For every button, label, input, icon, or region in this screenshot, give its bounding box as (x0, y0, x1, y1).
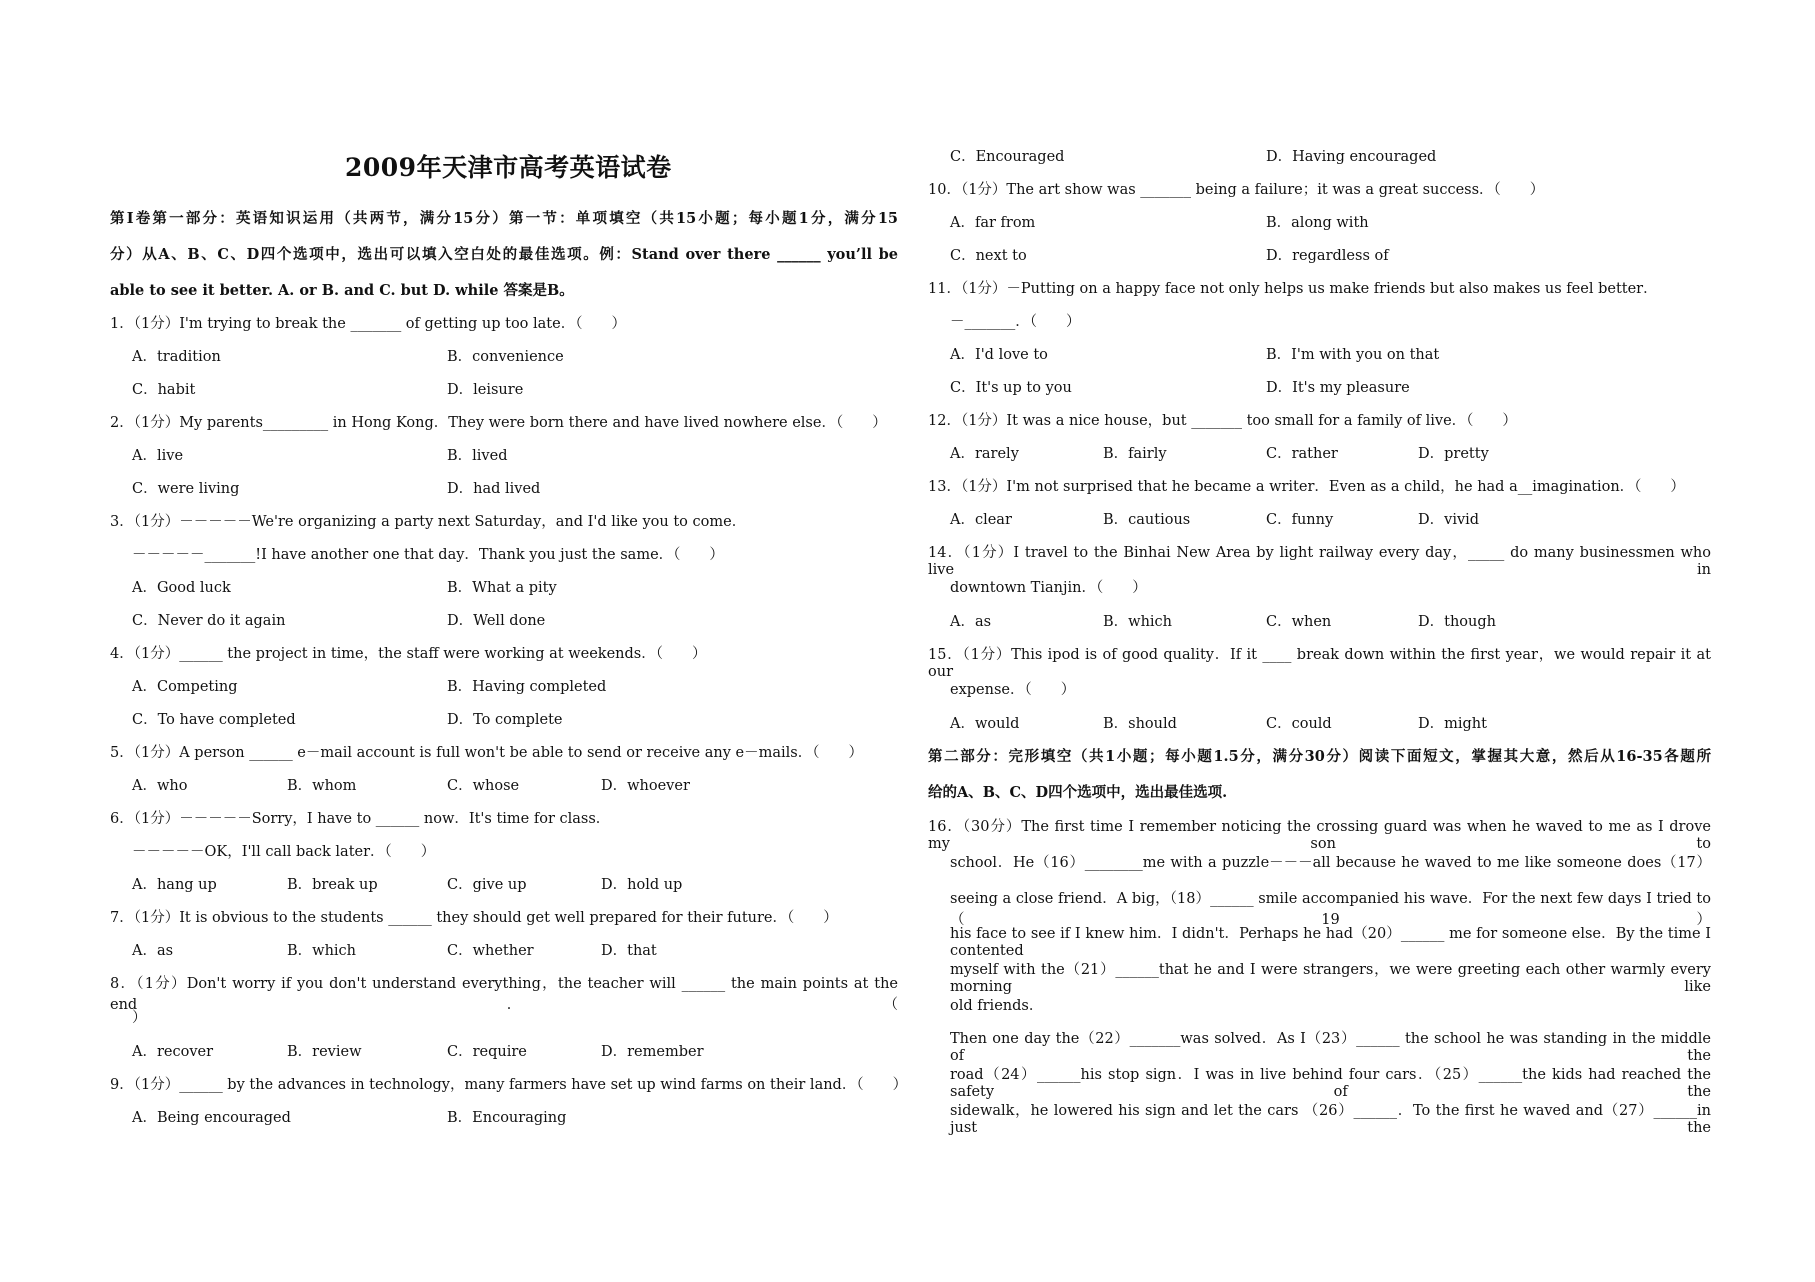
question-9-option-a[interactable]: A．Being encouraged (132, 1110, 291, 1126)
question-2-option-d[interactable]: D．had lived (447, 481, 541, 497)
passage-line-7: Then one day the（22）_______was solved．As I（23）______ the school he was standing in the middle of the (950, 1031, 1711, 1064)
question-7-option-a[interactable]: A．as (132, 943, 174, 959)
question-3-option-d[interactable]: D．Well done (447, 613, 546, 629)
question-14-option-b[interactable]: B．which (1103, 614, 1173, 630)
question-8-option-a[interactable]: A．recover (132, 1044, 214, 1060)
question-12-option-a[interactable]: A．rarely (950, 446, 1019, 462)
question-7-option-b[interactable]: B．which (287, 943, 357, 959)
question-9-stem: 9．（1分）______ by the advances in technology，many farmers have set up wind farms on their land．（ ） (110, 1077, 908, 1093)
question-4-option-d[interactable]: D．To complete (447, 712, 563, 728)
question-6-option-d[interactable]: D．hold up (601, 877, 683, 893)
question-6-stem-line2: －－－－－OK，I'll call back later．（ ） (132, 844, 436, 860)
question-2-option-b[interactable]: B．lived (447, 448, 508, 464)
question-7-stem: 7．（1分）It is obvious to the students ______ they should get well prepared for their future．（ ） (110, 910, 838, 926)
question-2-option-a[interactable]: A．live (132, 448, 184, 464)
question-11-option-a[interactable]: A．I'd love to (950, 347, 1048, 363)
question-5-stem: 5．（1分）A person ______ e－mail account is full won't be able to send or receive any e－mails．（ ） (110, 745, 863, 761)
question-5-option-a[interactable]: A．who (132, 778, 188, 794)
question-6-option-a[interactable]: A．hang up (132, 877, 217, 893)
question-15-option-a[interactable]: A．would (950, 716, 1020, 732)
question-13-option-d[interactable]: D．vivid (1418, 512, 1480, 528)
question-13-stem: 13．（1分）I'm not surprised that he became a writer．Even as a child，he had a__imagination．（ ） (928, 479, 1685, 495)
question-10-option-a[interactable]: A．far from (950, 215, 1036, 231)
question-10-option-d[interactable]: D．regardless of (1266, 248, 1389, 264)
question-3-option-a[interactable]: A．Good luck (132, 580, 231, 596)
question-15-stem: 15．（1分）This ipod is of good quality．If it ____ break down within the first year，we would repair it at our (928, 647, 1711, 680)
passage-line-1: 16．（30分）The first time I remember noticing the crossing guard was when he waved to me as I drove my son to (928, 819, 1711, 852)
question-15-option-b[interactable]: B．should (1103, 716, 1177, 732)
question-14-stem-line2: downtown Tianjin．（ ） (950, 580, 1147, 596)
question-2-option-c[interactable]: C．were living (132, 481, 240, 497)
question-8-option-c[interactable]: C．require (447, 1044, 527, 1060)
question-13-option-a[interactable]: A．clear (950, 512, 1012, 528)
question-3-option-c[interactable]: C．Never do it again (132, 613, 286, 629)
question-11-option-b[interactable]: B．I'm with you on that (1266, 347, 1440, 363)
passage-line-4: his face to see if I knew him．I didn't．Perhaps he had（20）______ me for someone else．By the time I contented (950, 926, 1711, 959)
section-intro-line3: able to see it better. A. or B. and C. but D. while 答案是B。 (110, 282, 574, 299)
question-8-stem: 8．（1分）Don't worry if you don't understand everything，the teacher will ______ the main points at the end．（ (110, 976, 898, 1013)
question-11-option-c[interactable]: C．It's up to you (950, 380, 1072, 396)
question-12-stem: 12．（1分）It was a nice house，but _______ too small for a family of live．（ ） (928, 413, 1517, 429)
question-14-stem: 14．（1分）I travel to the Binhai New Area by light railway every day，_____ do many businessmen who live in (928, 545, 1711, 578)
question-4-option-a[interactable]: A．Competing (132, 679, 238, 695)
question-13-option-c[interactable]: C．funny (1266, 512, 1334, 528)
part2-heading-line2: 给的A、B、C、D四个选项中，选出最佳选项. (928, 784, 1228, 801)
section-intro-line1: 第Ⅰ卷第一部分：英语知识运用（共两节，满分15分）第一节：单项填空（共15小题；每小题1分，满分15 (110, 210, 898, 227)
question-11-stem-line2: －_______．（ ） (950, 314, 1081, 330)
question-14-option-d[interactable]: D．though (1418, 614, 1496, 630)
question-4-option-b[interactable]: B．Having completed (447, 679, 607, 695)
question-1-option-b[interactable]: B．convenience (447, 349, 564, 365)
question-1-option-d[interactable]: D．leisure (447, 382, 524, 398)
passage-line-5: myself with the（21）______that he and I were strangers，we were greeting each other warmly every morning like (950, 962, 1711, 995)
question-14-option-a[interactable]: A．as (950, 614, 992, 630)
question-8-stem-line2: ） (132, 1010, 147, 1026)
question-4-option-c[interactable]: C．To have completed (132, 712, 296, 728)
question-11-stem: 11．（1分）－Putting on a happy face not only helps us make friends but also makes us feel better． (928, 281, 1658, 297)
question-12-option-c[interactable]: C．rather (1266, 446, 1338, 462)
question-3-option-b[interactable]: B．What a pity (447, 580, 557, 596)
question-2-stem: 2．（1分）My parents_________ in Hong Kong．They were born there and have lived nowhere else．（ ） (110, 415, 887, 431)
question-1-option-c[interactable]: C．habit (132, 382, 196, 398)
question-5-option-d[interactable]: D．whoever (601, 778, 690, 794)
question-3-stem: 3．（1分）－－－－－We're organizing a party next Saturday，and I'd like you to come． (110, 514, 747, 530)
question-7-option-c[interactable]: C．whether (447, 943, 534, 959)
question-11-option-d[interactable]: D．It's my pleasure (1266, 380, 1410, 396)
passage-line-2: school．He（16）________me with a puzzle－－－all because he waved to me like someone does（17） (950, 855, 1711, 871)
question-10-option-c[interactable]: C．next to (950, 248, 1027, 264)
question-5-option-c[interactable]: C．whose (447, 778, 520, 794)
question-6-stem: 6．（1分）－－－－－Sorry，I have to ______ now．It's time for class． (110, 811, 611, 827)
question-5-option-b[interactable]: B．whom (287, 778, 357, 794)
passage-line-3: seeing a close friend．A big，（18）______ smile accompanied his wave．For the next few days I tried to（19） (950, 891, 1711, 928)
question-9-option-c[interactable]: C．Encouraged (950, 149, 1065, 165)
question-10-option-b[interactable]: B．along with (1266, 215, 1369, 231)
question-3-stem-line2: －－－－－_______!I have another one that day．Thank you just the same．（ ） (132, 547, 724, 563)
passage-line-9: sidewalk，he lowered his sign and let the cars （26）______．To the first he waved and（27）______in just the (950, 1103, 1711, 1136)
question-6-option-c[interactable]: C．give up (447, 877, 527, 893)
question-8-option-d[interactable]: D．remember (601, 1044, 704, 1060)
question-15-stem-line2: expense．（ ） (950, 682, 1076, 698)
passage-line-6: old friends． (950, 998, 1044, 1014)
question-8-option-b[interactable]: B．review (287, 1044, 362, 1060)
question-15-option-d[interactable]: D．might (1418, 716, 1487, 732)
question-1-option-a[interactable]: A．tradition (132, 349, 221, 365)
question-1-stem: 1．（1分）I'm trying to break the _______ of getting up too late．（ ） (110, 316, 626, 332)
section-intro-line2: 分）从A、B、C、D四个选项中，选出可以填入空白处的最佳选项。例：Stand over there ______ you’ll be (110, 246, 898, 263)
passage-line-8: road（24）______his stop sign．I was in live behind four cars．（25）______the kids had reached the safety of the (950, 1067, 1711, 1100)
question-12-option-d[interactable]: D．pretty (1418, 446, 1489, 462)
question-7-option-d[interactable]: D．that (601, 943, 657, 959)
question-4-stem: 4．（1分）______ the project in time，the staff were working at weekends．（ ） (110, 646, 707, 662)
question-15-option-c[interactable]: C．could (1266, 716, 1332, 732)
question-14-option-c[interactable]: C．when (1266, 614, 1332, 630)
question-13-option-b[interactable]: B．cautious (1103, 512, 1191, 528)
question-6-option-b[interactable]: B．break up (287, 877, 378, 893)
question-10-stem: 10．（1分）The art show was _______ being a failure；it was a great success．（ ） (928, 182, 1545, 198)
question-9-option-b[interactable]: B．Encouraging (447, 1110, 567, 1126)
page-title: 2009年天津市高考英语试卷 (345, 153, 672, 182)
question-9-option-d[interactable]: D．Having encouraged (1266, 149, 1437, 165)
part2-heading-line1: 第二部分：完形填空（共1小题；每小题1.5分，满分30分）阅读下面短文，掌握其大意，然后从16-35各题所 (928, 748, 1711, 765)
question-12-option-b[interactable]: B．fairly (1103, 446, 1167, 462)
